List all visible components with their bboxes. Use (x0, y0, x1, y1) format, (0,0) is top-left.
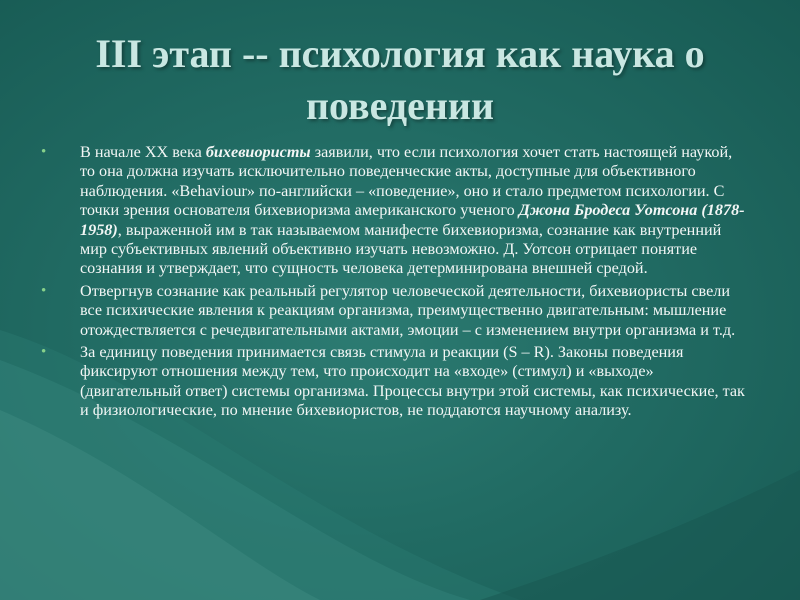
bullet-text: Отвергнув сознание как реальный регулятор человеческой деятельности, бихевиористы свели все психические явления к реакциям организма, преимущественно двигательным: мышление отождествляется с речедвигательными актами, эмоции – с изменением внутри организма и т.д. (80, 281, 736, 339)
emphasis-text: Джона Бродеса Уотсона (1878-1958) (80, 201, 745, 239)
bullet-text: В начале XX века (80, 143, 206, 161)
bullet-text: заявили, что если психология хочет стать настоящей наукой, то она должна изучать исключительно поведенческие акты, доступные для объективного наблюдения. «Behaviour» по-английски – «поведение», оно и стало предметом психологии. С точки зрения основателя бихевиоризма американского ученого (80, 143, 733, 220)
bullet-list (40, 143, 745, 424)
bullet-dot-icon: • (41, 144, 47, 160)
slide-title: III этап -- психология как наука о поведении (95, 31, 705, 128)
bullet-item (40, 343, 745, 421)
bullet-dot-icon: • (41, 344, 47, 361)
bullet-text: За единицу поведения принимается связь стимула и реакции (S – R). Законы поведения фиксируют отношения между тем, что происходит на «входе» (стимул) и «выходе» (двигательный ответ) системы организма. Процессы внутри этой системы, как психические, так и физиологические, по мнение бихевиористов, не поддаются научному анализу. (80, 343, 745, 420)
bullet-dot-icon: • (41, 282, 47, 299)
bullet-text: , выраженной им в так называемом манифесте бихевиоризма, сознание как внутренний мир субъективных явлений объективно изучать невозможно. Д. Уотсон отрицает понятие сознания и утверждает, что сущность человека детерминирована внешней средой. (80, 220, 722, 278)
bullet-item (40, 282, 745, 340)
bullet-item (40, 143, 745, 279)
emphasis-text: бихевиористы (205, 143, 311, 161)
